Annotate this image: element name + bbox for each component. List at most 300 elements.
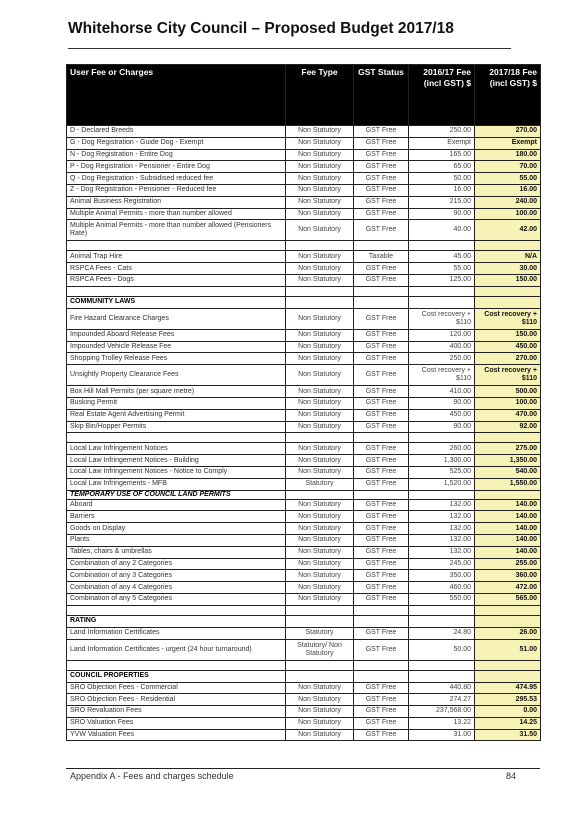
fee-2017-18-cell: 30.00	[475, 263, 541, 275]
fee-2016-17-cell: 250.00	[409, 126, 475, 138]
table-row	[67, 397, 541, 409]
gst-status-cell: GST Free	[354, 409, 409, 421]
fee-name-cell: Combination of any 2 Categories	[67, 558, 286, 570]
fee-2016-17-cell: 132.00	[409, 546, 475, 558]
table-row	[67, 639, 541, 660]
fees-table-body	[67, 126, 541, 741]
fee-type-cell: Non Statutory	[286, 511, 354, 523]
fee-2017-18-cell: 180.00	[475, 149, 541, 161]
table-row	[67, 308, 541, 329]
fee-2016-17-cell: 165.00	[409, 149, 475, 161]
table-row	[67, 694, 541, 706]
fee-name-cell: Z - Dog Registration - Pensioner - Reduced fee	[67, 184, 286, 196]
table-row	[67, 717, 541, 729]
fee-name-cell: RSPCA Fees - Dogs	[67, 274, 286, 286]
fee-name-cell: P - Dog Registration - Pensioner - Entire Dog	[67, 161, 286, 173]
fee-name-cell	[67, 605, 286, 615]
fee-name-cell: Land Information Certificates - urgent (24 hour turnaround)	[67, 639, 286, 660]
fee-type-cell: Non Statutory	[286, 523, 354, 535]
fee-2017-18-cell: 140.00	[475, 523, 541, 535]
fee-name-cell: Box Hill Mall Permits (per square metre)	[67, 386, 286, 398]
gst-status-cell: GST Free	[354, 421, 409, 433]
fee-2016-17-cell: Cost recovery + $110	[409, 365, 475, 386]
fee-2017-18-cell: 26.00	[475, 627, 541, 639]
fee-2017-18-cell: 150.00	[475, 274, 541, 286]
fee-2016-17-cell: 132.00	[409, 534, 475, 546]
fee-type-cell: Statutory	[286, 627, 354, 639]
fee-2017-18-cell	[475, 296, 541, 308]
fee-2016-17-cell	[409, 241, 475, 251]
fees-table	[66, 64, 541, 741]
gst-status-cell: GST Free	[354, 694, 409, 706]
fee-type-cell: Non Statutory	[286, 365, 354, 386]
fee-name-cell: Busking Permit	[67, 397, 286, 409]
table-row	[67, 729, 541, 741]
fee-2017-18-cell: 470.00	[475, 409, 541, 421]
fee-type-cell: Non Statutory	[286, 173, 354, 185]
fee-type-cell: Non Statutory	[286, 184, 354, 196]
fee-2016-17-cell: 31.00	[409, 729, 475, 741]
fee-2017-18-cell: 31.50	[475, 729, 541, 741]
gst-status-cell	[354, 433, 409, 443]
fee-2017-18-cell: N/A	[475, 251, 541, 263]
footer-label: Appendix A - Fees and charges schedule	[70, 771, 234, 781]
gst-status-cell: GST Free	[354, 220, 409, 241]
fee-type-cell	[286, 615, 354, 627]
fee-2016-17-cell: 400.00	[409, 341, 475, 353]
fee-2017-18-cell: 0.00	[475, 706, 541, 718]
fee-2016-17-cell: 13.22	[409, 717, 475, 729]
fee-2016-17-cell: 440.80	[409, 682, 475, 694]
table-row	[67, 534, 541, 546]
fee-type-cell: Non Statutory	[286, 263, 354, 275]
fee-2017-18-cell: 55.00	[475, 173, 541, 185]
fee-2016-17-cell: 132.00	[409, 523, 475, 535]
fee-name-cell: Barriers	[67, 511, 286, 523]
fee-2016-17-cell: 50.00	[409, 639, 475, 660]
fee-2016-17-cell: 65.00	[409, 161, 475, 173]
gst-status-cell: GST Free	[354, 499, 409, 511]
fee-2017-18-cell: 100.00	[475, 397, 541, 409]
fee-name-cell: Impounded Aboard Release Fees	[67, 329, 286, 341]
fee-2017-18-cell: 295.53	[475, 694, 541, 706]
table-row	[67, 499, 541, 511]
fee-2016-17-cell: 245.00	[409, 558, 475, 570]
table-row	[67, 627, 541, 639]
fee-type-cell	[286, 490, 354, 499]
fee-2017-18-cell: 150.00	[475, 329, 541, 341]
gst-status-cell: GST Free	[354, 478, 409, 490]
fee-type-cell: Non Statutory	[286, 274, 354, 286]
gst-status-cell	[354, 660, 409, 670]
table-row	[67, 161, 541, 173]
table-row	[67, 706, 541, 718]
fee-type-cell: Non Statutory	[286, 443, 354, 455]
fee-name-cell: Aboard	[67, 499, 286, 511]
fee-type-cell: Non Statutory	[286, 353, 354, 365]
fee-type-cell: Non Statutory	[286, 386, 354, 398]
fee-name-cell: Real Estate Agent Advertising Permit	[67, 409, 286, 421]
fee-name-cell: Multiple Animal Permits - more than number allowed (Pensioners Rate)	[67, 220, 286, 241]
page-number: 84	[506, 771, 517, 781]
gst-status-cell: GST Free	[354, 546, 409, 558]
gst-status-cell: GST Free	[354, 386, 409, 398]
gst-status-cell: GST Free	[354, 682, 409, 694]
fee-name-cell: Local Law Infringement Notices	[67, 443, 286, 455]
fee-type-cell: Non Statutory	[286, 499, 354, 511]
fee-type-cell	[286, 670, 354, 682]
fee-2016-17-cell: 1,520.00	[409, 478, 475, 490]
fee-name-cell: RSPCA Fees - Cats	[67, 263, 286, 275]
fee-name-cell: Q - Dog Registration - Subsidised reduced fee	[67, 173, 286, 185]
fee-type-cell: Non Statutory	[286, 455, 354, 467]
table-header-row	[67, 65, 541, 126]
gst-status-cell: GST Free	[354, 184, 409, 196]
gst-status-cell: GST Free	[354, 443, 409, 455]
fee-2017-18-cell: 472.00	[475, 582, 541, 594]
fee-name-cell: Local Law Infringement Notices - Notice to Comply	[67, 466, 286, 478]
spacer-row	[67, 433, 541, 443]
fee-name-cell: D - Declared Breeds	[67, 126, 286, 138]
fee-2016-17-cell	[409, 490, 475, 499]
fee-2017-18-cell	[475, 615, 541, 627]
fee-name-cell: Combination of any 4 Categories	[67, 582, 286, 594]
fee-2016-17-cell: 90.00	[409, 208, 475, 220]
page-title: Whitehorse City Council – Proposed Budget 2017/18	[68, 20, 454, 37]
gst-status-cell: GST Free	[354, 149, 409, 161]
fee-2017-18-cell	[475, 670, 541, 682]
gst-status-cell: GST Free	[354, 455, 409, 467]
spacer-row	[67, 241, 541, 251]
fee-2017-18-cell	[475, 605, 541, 615]
gst-status-cell: Taxable	[354, 251, 409, 263]
fee-type-cell: Non Statutory	[286, 582, 354, 594]
fee-type-cell	[286, 605, 354, 615]
section-header-row	[67, 615, 541, 627]
fee-2016-17-cell	[409, 670, 475, 682]
gst-status-cell: GST Free	[354, 593, 409, 605]
fee-2017-18-cell: 240.00	[475, 196, 541, 208]
fee-type-cell	[286, 660, 354, 670]
fee-2016-17-cell: 460.00	[409, 582, 475, 594]
subsection-header-row	[67, 490, 541, 499]
fee-2016-17-cell: 215.00	[409, 196, 475, 208]
fee-name-cell: SRO Objection Fees - Commercial	[67, 682, 286, 694]
column-header-fee-name: User Fee or Charges	[67, 65, 286, 126]
table-row	[67, 409, 541, 421]
fee-2016-17-cell	[409, 433, 475, 443]
fee-2017-18-cell	[475, 286, 541, 296]
fee-2016-17-cell: 90.00	[409, 397, 475, 409]
fee-type-cell	[286, 241, 354, 251]
fee-type-cell: Non Statutory	[286, 196, 354, 208]
table-row	[67, 173, 541, 185]
fee-2017-18-cell: 92.00	[475, 421, 541, 433]
section-header-row	[67, 296, 541, 308]
fee-name-cell: G - Dog Registration - Guide Dog - Exempt	[67, 137, 286, 149]
fee-type-cell: Non Statutory	[286, 251, 354, 263]
fee-2016-17-cell: 237,568.00	[409, 706, 475, 718]
fee-name-cell: Local Law Infringement Notices - Building	[67, 455, 286, 467]
fee-name-cell: Impounded Vehicle Release Fee	[67, 341, 286, 353]
spacer-row	[67, 286, 541, 296]
fee-2016-17-cell: 350.00	[409, 570, 475, 582]
fee-type-cell	[286, 296, 354, 308]
fee-name-cell: Combination of any 3 Categories	[67, 570, 286, 582]
fee-type-cell	[286, 286, 354, 296]
fee-type-cell: Non Statutory	[286, 208, 354, 220]
fee-2016-17-cell	[409, 615, 475, 627]
table-row	[67, 546, 541, 558]
fee-name-cell: SRO Objection Fees - Residential	[67, 694, 286, 706]
section-title: TEMPORARY USE OF COUNCIL LAND PERMITS	[67, 490, 286, 499]
fee-2017-18-cell: 42.00	[475, 220, 541, 241]
fee-2016-17-cell	[409, 660, 475, 670]
table-row	[67, 137, 541, 149]
fee-2017-18-cell	[475, 241, 541, 251]
fee-2017-18-cell: 70.00	[475, 161, 541, 173]
column-header-gst-status: GST Status	[354, 65, 409, 126]
fee-2016-17-cell: 125.00	[409, 274, 475, 286]
fee-type-cell: Non Statutory	[286, 421, 354, 433]
fee-2016-17-cell: 50.00	[409, 173, 475, 185]
fee-2016-17-cell: 45.00	[409, 251, 475, 263]
gst-status-cell: GST Free	[354, 126, 409, 138]
fee-name-cell: YVW Valuation Fees	[67, 729, 286, 741]
fee-name-cell: Goods on Display	[67, 523, 286, 535]
fee-type-cell: Non Statutory	[286, 534, 354, 546]
gst-status-cell: GST Free	[354, 208, 409, 220]
gst-status-cell: GST Free	[354, 729, 409, 741]
fee-name-cell	[67, 660, 286, 670]
table-row	[67, 184, 541, 196]
gst-status-cell: GST Free	[354, 558, 409, 570]
fee-2017-18-cell: 255.00	[475, 558, 541, 570]
fee-type-cell: Non Statutory	[286, 706, 354, 718]
fee-2017-18-cell: 140.00	[475, 511, 541, 523]
table-row	[67, 329, 541, 341]
fee-type-cell: Non Statutory	[286, 570, 354, 582]
section-title: COMMUNITY LAWS	[67, 296, 286, 308]
table-row	[67, 466, 541, 478]
fee-2016-17-cell: 450.00	[409, 409, 475, 421]
fee-2016-17-cell: Cost recovery + $110	[409, 308, 475, 329]
fee-2016-17-cell: 16.00	[409, 184, 475, 196]
table-row	[67, 126, 541, 138]
fee-2017-18-cell: 275.00	[475, 443, 541, 455]
section-title: COUNCIL PROPERTIES	[67, 670, 286, 682]
gst-status-cell: GST Free	[354, 365, 409, 386]
fee-2017-18-cell	[475, 660, 541, 670]
gst-status-cell	[354, 490, 409, 499]
fee-type-cell: Non Statutory	[286, 161, 354, 173]
table-row	[67, 570, 541, 582]
fee-2016-17-cell: 550.00	[409, 593, 475, 605]
table-row	[67, 443, 541, 455]
fee-2016-17-cell: 260.00	[409, 443, 475, 455]
fee-2017-18-cell: Exempt	[475, 137, 541, 149]
spacer-row	[67, 605, 541, 615]
fee-type-cell: Non Statutory	[286, 558, 354, 570]
fee-2016-17-cell: 1,300.00	[409, 455, 475, 467]
fee-2016-17-cell	[409, 296, 475, 308]
gst-status-cell: GST Free	[354, 137, 409, 149]
table-row	[67, 208, 541, 220]
fee-2017-18-cell	[475, 433, 541, 443]
fee-2017-18-cell: 1,550.00	[475, 478, 541, 490]
gst-status-cell: GST Free	[354, 706, 409, 718]
gst-status-cell	[354, 241, 409, 251]
fee-type-cell: Statutory/ Non Statutory	[286, 639, 354, 660]
fee-type-cell: Non Statutory	[286, 717, 354, 729]
table-row	[67, 341, 541, 353]
gst-status-cell	[354, 605, 409, 615]
fee-type-cell: Non Statutory	[286, 137, 354, 149]
fee-2017-18-cell: 450.00	[475, 341, 541, 353]
fee-2016-17-cell: 250.00	[409, 353, 475, 365]
fee-name-cell: Multiple Animal Permits - more than number allowed	[67, 208, 286, 220]
table-row	[67, 149, 541, 161]
fee-type-cell: Non Statutory	[286, 397, 354, 409]
gst-status-cell: GST Free	[354, 466, 409, 478]
table-row	[67, 220, 541, 241]
table-row	[67, 196, 541, 208]
fee-2017-18-cell: 474.95	[475, 682, 541, 694]
fee-name-cell: Land Information Certificates	[67, 627, 286, 639]
gst-status-cell: GST Free	[354, 161, 409, 173]
gst-status-cell: GST Free	[354, 523, 409, 535]
column-header-fee-type: Fee Type	[286, 65, 354, 126]
table-row	[67, 251, 541, 263]
gst-status-cell: GST Free	[354, 717, 409, 729]
fee-2016-17-cell: 24.80	[409, 627, 475, 639]
table-row	[67, 511, 541, 523]
fee-2016-17-cell: 525.00	[409, 466, 475, 478]
table-row	[67, 682, 541, 694]
fee-2016-17-cell: Exempt	[409, 137, 475, 149]
fee-type-cell: Non Statutory	[286, 546, 354, 558]
fee-2016-17-cell	[409, 605, 475, 615]
gst-status-cell: GST Free	[354, 173, 409, 185]
table-row	[67, 421, 541, 433]
gst-status-cell	[354, 615, 409, 627]
fee-type-cell: Non Statutory	[286, 694, 354, 706]
fee-2016-17-cell: 55.00	[409, 263, 475, 275]
fee-type-cell: Non Statutory	[286, 466, 354, 478]
fee-name-cell: Skip Bin/Hopper Permits	[67, 421, 286, 433]
section-title: RATING	[67, 615, 286, 627]
fee-2016-17-cell	[409, 286, 475, 296]
fee-name-cell	[67, 241, 286, 251]
fee-2016-17-cell: 410.00	[409, 386, 475, 398]
gst-status-cell: GST Free	[354, 534, 409, 546]
fee-name-cell: SRO Valuation Fees	[67, 717, 286, 729]
fee-2017-18-cell	[475, 490, 541, 499]
fee-2017-18-cell: 270.00	[475, 353, 541, 365]
table-row	[67, 558, 541, 570]
gst-status-cell	[354, 670, 409, 682]
gst-status-cell: GST Free	[354, 627, 409, 639]
fee-type-cell: Non Statutory	[286, 682, 354, 694]
fee-2017-18-cell: Cost recovery + $110	[475, 365, 541, 386]
fee-type-cell: Non Statutory	[286, 126, 354, 138]
section-header-row	[67, 670, 541, 682]
table-row	[67, 274, 541, 286]
gst-status-cell: GST Free	[354, 353, 409, 365]
fee-type-cell	[286, 433, 354, 443]
fee-type-cell: Non Statutory	[286, 409, 354, 421]
gst-status-cell: GST Free	[354, 582, 409, 594]
fee-type-cell: Non Statutory	[286, 308, 354, 329]
table-row	[67, 593, 541, 605]
fee-name-cell: Unsightly Property Clearance Fees	[67, 365, 286, 386]
table-row	[67, 353, 541, 365]
gst-status-cell	[354, 296, 409, 308]
fee-2017-18-cell: 500.00	[475, 386, 541, 398]
table-row	[67, 263, 541, 275]
gst-status-cell: GST Free	[354, 308, 409, 329]
gst-status-cell: GST Free	[354, 263, 409, 275]
fee-2016-17-cell: 40.00	[409, 220, 475, 241]
table-row	[67, 582, 541, 594]
fee-2017-18-cell: 270.00	[475, 126, 541, 138]
column-header-fee-2017-18: 2017/18 Fee (incl GST) $	[475, 65, 541, 126]
fee-2017-18-cell: 140.00	[475, 546, 541, 558]
fee-2017-18-cell: 100.00	[475, 208, 541, 220]
gst-status-cell: GST Free	[354, 329, 409, 341]
fee-type-cell: Non Statutory	[286, 149, 354, 161]
fee-2016-17-cell: 90.00	[409, 421, 475, 433]
fee-type-cell: Non Statutory	[286, 341, 354, 353]
fee-name-cell: Animal Trap Hire	[67, 251, 286, 263]
spacer-row	[67, 660, 541, 670]
footer-divider	[66, 768, 540, 769]
fee-2017-18-cell: 360.00	[475, 570, 541, 582]
fee-type-cell: Non Statutory	[286, 220, 354, 241]
fee-name-cell: SRO Revaluation Fees	[67, 706, 286, 718]
fee-2017-18-cell: 14.25	[475, 717, 541, 729]
table-row	[67, 455, 541, 467]
fee-name-cell: Plants	[67, 534, 286, 546]
fee-2016-17-cell: 132.00	[409, 499, 475, 511]
fee-type-cell: Non Statutory	[286, 329, 354, 341]
fee-name-cell: N - Dog Registration - Entire Dog	[67, 149, 286, 161]
gst-status-cell: GST Free	[354, 274, 409, 286]
column-header-fee-2016-17: 2016/17 Fee (incl GST) $	[409, 65, 475, 126]
table-row	[67, 386, 541, 398]
fee-2017-18-cell: 565.00	[475, 593, 541, 605]
fee-name-cell: Tables, chairs & umbrellas	[67, 546, 286, 558]
fee-name-cell	[67, 286, 286, 296]
fee-2016-17-cell: 120.00	[409, 329, 475, 341]
table-row	[67, 478, 541, 490]
fee-name-cell: Combination of any 5 Categories	[67, 593, 286, 605]
gst-status-cell: GST Free	[354, 341, 409, 353]
fee-2017-18-cell: 540.00	[475, 466, 541, 478]
fee-name-cell: Shopping Trolley Release Fees	[67, 353, 286, 365]
fee-2016-17-cell: 274.27	[409, 694, 475, 706]
fee-name-cell: Fire Hazard Clearance Charges	[67, 308, 286, 329]
gst-status-cell: GST Free	[354, 196, 409, 208]
gst-status-cell: GST Free	[354, 639, 409, 660]
fee-2016-17-cell: 132.00	[409, 511, 475, 523]
title-divider	[68, 48, 511, 49]
gst-status-cell: GST Free	[354, 397, 409, 409]
fee-type-cell: Non Statutory	[286, 729, 354, 741]
table-row	[67, 365, 541, 386]
table-row	[67, 523, 541, 535]
gst-status-cell: GST Free	[354, 570, 409, 582]
